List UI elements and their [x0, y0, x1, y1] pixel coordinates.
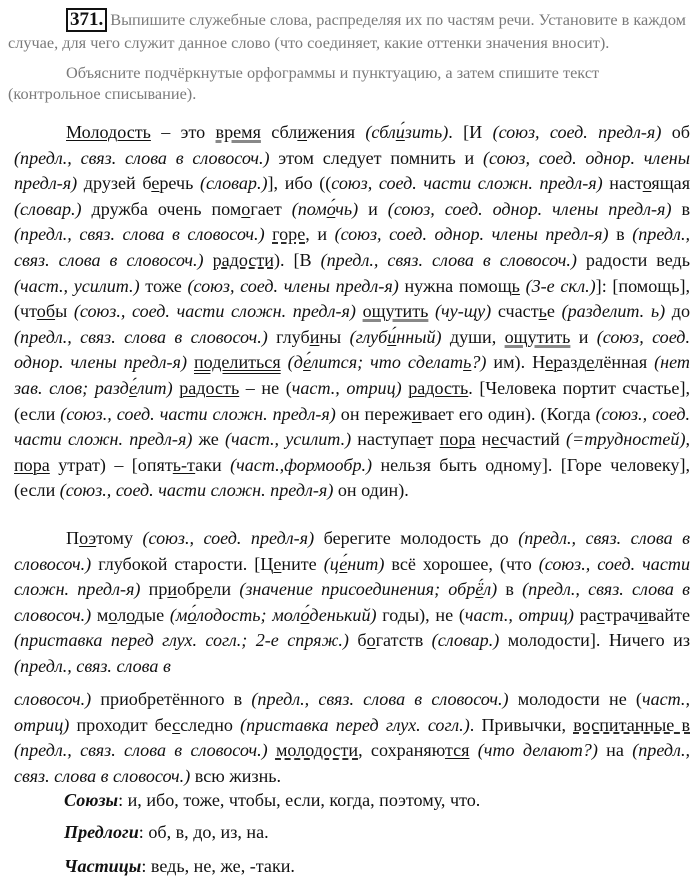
- underlined-orthogram: радость: [179, 377, 240, 398]
- prepositions-value: : об, в, до, из, на.: [138, 822, 269, 842]
- grammar-note: лится; что сделат: [310, 352, 464, 373]
- underlined-orthogram: е: [204, 579, 213, 600]
- prepositions-label: Предлоги: [64, 822, 139, 842]
- underlined-orthogram: пора: [14, 454, 50, 475]
- underlined-orthogram: о: [126, 604, 135, 625]
- grammar-note: (част., усилит.): [225, 429, 352, 450]
- grammar-note: ё́: [475, 579, 484, 600]
- grammar-note: ь: [463, 352, 472, 373]
- grammar-note: (союз, соед. однор. члены предл-я): [14, 147, 690, 194]
- grammar-note: л): [483, 579, 498, 600]
- grammar-note: (приставка перед глух. согл.; 2-е спряж.): [14, 630, 349, 651]
- grammar-note: нный): [396, 326, 442, 347]
- grammar-note: о́: [326, 198, 336, 219]
- underlined-orthogram: пора: [439, 429, 476, 450]
- underlined-orthogram: е: [417, 429, 426, 450]
- summary-conjunctions: [64, 790, 480, 811]
- grammar-note: (предл., связ. слова в словосоч.): [14, 579, 690, 625]
- underlined-orthogram: ь: [538, 301, 547, 322]
- grammar-note: е́: [303, 352, 311, 373]
- grammar-note: е́: [339, 553, 348, 574]
- grammar-note: (предл., связ. слова в словосоч.): [14, 740, 690, 786]
- grammar-note: нит): [347, 553, 385, 574]
- grammar-note: (д: [287, 352, 304, 373]
- underlined-orthogram: тся: [444, 740, 470, 761]
- grammar-note: част., отриц): [14, 689, 690, 735]
- grammar-note: (союз, соед. однор. члены предл-я): [14, 326, 690, 373]
- task-instruction-1: [8, 8, 688, 54]
- conjunctions-label: Союзы: [64, 790, 119, 810]
- grammar-note: (союз, соед. однор. члены предл-я): [334, 224, 609, 245]
- grammar-note: (част.,формообр.): [230, 454, 373, 475]
- underlined-orthogram: время: [215, 122, 261, 142]
- grammar-note: союз, соед. части сложн. предл-я): [331, 173, 603, 194]
- grammar-note: (приставка перед глух. согл.): [240, 714, 470, 735]
- underlined-orthogram: воспитанные в: [573, 714, 691, 735]
- grammar-note: денький): [309, 604, 377, 625]
- paragraph-1: [14, 120, 690, 504]
- underlined-orthogram: с: [172, 714, 181, 735]
- grammar-note: (3-е скл.): [525, 275, 596, 296]
- grammar-note: (предл., связ. слова в: [14, 655, 171, 676]
- grammar-note: (част., усилит.): [14, 275, 140, 296]
- task-instruction-2: Объясните подчёркнутые орфограммы и пунктуацию, а затем спишите текст (контрольное списывание).: [8, 62, 600, 103]
- underlined-orthogram: радости: [212, 249, 274, 270]
- underlined-orthogram: ер: [545, 352, 563, 373]
- grammar-note: (разделит. ь): [561, 301, 666, 322]
- underlined-orthogram: оэ: [79, 528, 97, 548]
- underlined-orthogram: об: [36, 301, 56, 322]
- grammar-note: (предл., связ. слова в словосоч.): [320, 249, 577, 270]
- paragraph-3-text: словосоч.) приобретённого в (предл., связ. слова в словосоч.) молодости не (част., отриц) проходит бесследно (приставка перед глух. согл.). Привычки, воспитанные в (предл., связ. слова в словосоч.) молодости, сохраняются (что делают?) на (предл., связ. слова в словосоч.) всю жизнь.: [14, 689, 691, 786]
- grammar-note: (предл., связ. слова в словосоч.): [14, 224, 265, 245]
- conjunctions-value: : и, ибо, тоже, чтобы, если, когда, поэтому, что.: [118, 790, 481, 810]
- task-instructions: [8, 8, 688, 105]
- underlined-orthogram: е: [586, 352, 595, 373]
- grammar-note: (=трудностей): [566, 429, 686, 450]
- grammar-note: и́: [395, 122, 405, 142]
- grammar-note: зить): [404, 122, 449, 142]
- underlined-orthogram: поделиться: [193, 352, 281, 373]
- underlined-orthogram: ес: [491, 429, 508, 450]
- grammar-note: (предл., связ. слова в словосоч.): [14, 740, 268, 761]
- grammar-note: (значение присоединения; обр: [239, 579, 476, 600]
- grammar-note: и́: [387, 326, 397, 347]
- grammar-note: о́: [187, 604, 197, 625]
- exercise-number: 371.: [66, 8, 107, 32]
- grammar-note: (предл., связ. слова в словосоч.): [14, 528, 690, 574]
- underlined-orthogram: и: [167, 579, 178, 600]
- grammar-note: лодость; мол: [196, 604, 301, 625]
- underlined-orthogram: и: [411, 403, 422, 424]
- grammar-note: (глуб: [349, 326, 388, 347]
- underlined-orthogram: е: [151, 173, 160, 194]
- underlined-orthogram: Молодость: [66, 122, 151, 142]
- grammar-note: (предл., связ. слова в словосоч.): [14, 147, 270, 168]
- grammar-note: (союз., соед. части сложн. предл-я): [14, 553, 690, 600]
- paragraph-2-text: Поэтому (союз., соед. предл-я) берегите молодость до (предл., связ. слова в словосоч.) глубокой старости. [Цените (це́нит) всё хорошее, (что (союз., соед. части сложн. предл-я) приобрели (значение присоединения; обрё́л) в (предл., связ. слова в словосоч.) молодые (мо́лодость; моло́денький) годы), не (част., отриц) растрачивайте (приставка перед глух. согл.; 2-е спряж.) богатств (словар.) молодости]. Ничего из (предл., связ. слова в: [14, 528, 690, 676]
- grammar-note: (предл., связ. слова в словосоч.): [14, 224, 690, 270]
- grammar-note: (пом: [291, 198, 327, 219]
- grammar-note: (союз., соед. части сложн. предл-я): [60, 403, 336, 424]
- underlined-orthogram: ощутить: [362, 301, 429, 322]
- grammar-note: (союз, соед. предл-я): [492, 122, 662, 142]
- underlined-orthogram: молодости: [275, 740, 359, 761]
- grammar-note: (что делают?): [477, 740, 598, 761]
- paragraph-2: [14, 526, 690, 680]
- grammar-note: (ц: [323, 553, 340, 574]
- grammar-note: е́: [129, 377, 137, 398]
- underlined-orthogram: радость: [408, 377, 469, 398]
- grammar-note: (словар.): [14, 198, 82, 219]
- grammar-note: о́: [300, 604, 310, 625]
- underlined-orthogram: о: [108, 604, 118, 625]
- grammar-note: (сбл: [365, 122, 396, 142]
- grammar-note: част., отриц): [291, 377, 402, 398]
- grammar-note: (нет зав. слов; разд: [14, 352, 691, 398]
- underlined-orthogram: ь-т: [172, 454, 196, 475]
- underlined-orthogram: и: [297, 122, 308, 142]
- grammar-note: (предл., связ. слова в словосоч.): [251, 689, 509, 709]
- grammar-note: (союз., соед. части сложн. предл-я): [59, 480, 334, 501]
- underlined-orthogram: и: [638, 604, 649, 625]
- paragraph-3: [14, 687, 690, 789]
- underlined-orthogram: о: [642, 173, 652, 194]
- particles-value: : ведь, не, же, -таки.: [141, 856, 295, 876]
- underlined-orthogram: е: [273, 553, 282, 574]
- underlined-orthogram: о: [366, 630, 376, 651]
- underlined-orthogram: с: [596, 604, 605, 625]
- grammar-note: (м: [169, 604, 188, 625]
- underlined-orthogram: горе: [272, 224, 306, 245]
- underlined-orthogram: о: [241, 198, 251, 219]
- grammar-note: част., отриц): [464, 604, 574, 625]
- grammar-note: (союз., соед. части сложн. предл-я): [14, 403, 690, 450]
- grammar-note: (словар.): [431, 630, 500, 651]
- grammar-note: лит): [136, 377, 173, 398]
- paragraph-1-text: Молодость – это время сближения (сбли́зить). [И (союз, соед. предл-я) об (предл., связ. слова в словосоч.) этом следует помнить и (союз, соед. однор. члены предл-я) друзей беречь (словар.)], ибо ((союз, соед. части сложн. предл-я) настоящая (словар.) дружба очень помогает (помо́чь) и (союз, соед. однор. члены предл-я) в (предл., связ. слова в словосоч.) горе, и (союз, соед. однор. члены предл-я) в (предл., связ. слова в словосоч.) радости). [В (предл., связ. слова в словосоч.) радости ведь (част., усилит.) тоже (союз, соед. члены предл-я) нужна помощь (3-е скл.)]: [помощь], (чтобы (союз., соед. части сложн. предл-я) ощутить (чу-щу) счастье (разделит. ь) до (предл., связ. слова в словосоч.) глубины (глуби́нный) души, ощутить и (союз, соед. однор. члены предл-я) поделиться (де́лится; что сделать?) им). Неразделённая (нет зав. слов; разде́лит) радость – не (част., отриц) радость. [Человека портит счастье], (если (союз., соед. части сложн. предл-я) он переживает его один). (Когда (союз., соед. части сложн. предл-я) же (част., усилит.) наступает пора несчастий (=трудностей), пора утрат) – [опять-таки (част.,формообр.) нельзя быть одному]. [Горе человеку], (если (союз., соед. части сложн. предл-я) он один).: [14, 122, 691, 501]
- underlined-orthogram: ь: [511, 275, 520, 296]
- underlined-orthogram: ощутить: [504, 326, 571, 347]
- grammar-note: (чу-щу): [435, 301, 492, 322]
- grammar-note: ?): [471, 352, 487, 373]
- grammar-note: (предл., связ. слова в словосоч.): [14, 326, 268, 347]
- instruction-text-1: Выпишите служебные слова, распределяя их по частям речи. Установите в каждом случае, для чего служит данное слово (что соединяет, какие оттенки значения вносит).: [8, 10, 686, 52]
- grammar-note: словосоч.): [14, 689, 92, 709]
- grammar-note: (союз., соед. предл-я): [142, 528, 315, 548]
- particles-label: Частицы: [64, 856, 142, 876]
- grammar-note: (словар.): [199, 173, 268, 194]
- grammar-note: чь): [335, 198, 359, 219]
- underlined-orthogram: и: [309, 326, 320, 347]
- grammar-note: (союз., соед. части сложн. предл-я): [73, 301, 356, 322]
- grammar-note: (союз, соед. однор. члены предл-я): [387, 198, 672, 219]
- grammar-note: (союз, соед. члены предл-я): [187, 275, 399, 296]
- summary-particles: [64, 856, 295, 877]
- summary-prepositions: [64, 822, 269, 843]
